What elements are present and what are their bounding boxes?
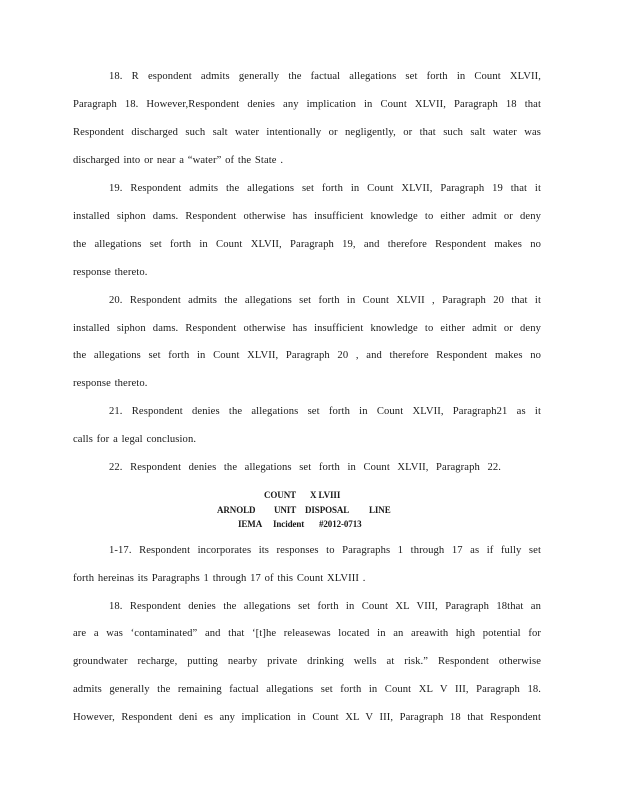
heading-count-number: X LVIII: [310, 490, 341, 500]
count-48-paragraph-18-line-5: However, Respondent deni es any implication in Count XL V III, Paragraph 18 that Respondent: [73, 712, 541, 723]
paragraph-20-line-2: installed siphon dams. Respondent otherwise has insufficient knowledge to either admit or deny: [73, 323, 541, 334]
paragraph-19-line-2: installed siphon dams. Respondent otherwise has insufficient knowledge to either admit or deny: [73, 211, 541, 222]
heading-iema: IEMA: [238, 519, 263, 529]
paragraph-18-line-2: Paragraph 18. However,Respondent denies any implication in Count XLVII, Paragraph 18 that: [73, 99, 541, 110]
count-48-paragraph-18-line-4: admits generally the remaining factual allegations set forth in Count XL V III, Paragraph 18.: [73, 684, 541, 695]
paragraph-18-line-1: 18. R espondent admits generally the factual allegations set forth in Count XLVII,: [109, 71, 541, 82]
paragraph-20-line-4: response thereto.: [73, 378, 148, 389]
paragraph-18-line-4: discharged into or near a “water” of the State .: [73, 155, 284, 166]
heading-arnold: ARNOLD: [217, 505, 256, 515]
count-48-paragraph-18-line-2: are a was ‘contaminated” and that ‘[t]he releasewas located in an areawith high potential for: [73, 628, 541, 639]
heading-incident: Incident: [273, 519, 305, 529]
heading-incident-number: #2012-0713: [319, 519, 362, 529]
heading-disposal: DISPOSAL: [305, 505, 350, 515]
paragraph-19-line-1: 19. Respondent admits the allegations set forth in Count XLVII, Paragraph 19 that it: [109, 183, 541, 194]
heading-line: LINE: [369, 505, 391, 515]
heading-unit: UNIT: [274, 505, 297, 515]
paragraph-22-line-1: 22. Respondent denies the allegations set forth in Count XLVII, Paragraph 22.: [109, 462, 501, 473]
paragraph-21-line-2: calls for a legal conclusion.: [73, 434, 197, 445]
paragraph-19-line-3: the allegations set forth in Count XLVII, Paragraph 19, and therefore Respondent makes no: [73, 239, 541, 250]
paragraph-21-line-1: 21. Respondent denies the allegations set forth in Count XLVII, Paragraph21 as it: [109, 406, 541, 417]
heading-count: COUNT: [264, 490, 297, 500]
paragraph-1-17-line-1: 1-17. Respondent incorporates its responses to Paragraphs 1 through 17 as if fully set: [109, 545, 541, 556]
paragraph-18-line-3: Respondent discharged such salt water intentionally or negligently, or that such salt water was: [73, 127, 541, 138]
count-48-paragraph-18-line-3: groundwater recharge, putting nearby private drinking wells at risk.” Respondent otherwise: [73, 656, 541, 667]
paragraph-1-17-line-2: forth hereinas its Paragraphs 1 through 17 of this Count XLVIII .: [73, 573, 366, 584]
paragraph-20-line-3: the allegations set forth in Count XLVII, Paragraph 20 , and therefore Respondent makes no: [73, 350, 541, 361]
count-48-paragraph-18-line-1: 18. Respondent denies the allegations set forth in Count XL VIII, Paragraph 18that an: [109, 601, 541, 612]
paragraph-20-line-1: 20. Respondent admits the allegations set forth in Count XLVII , Paragraph 20 that it: [109, 295, 541, 306]
paragraph-19-line-4: response thereto.: [73, 267, 148, 278]
